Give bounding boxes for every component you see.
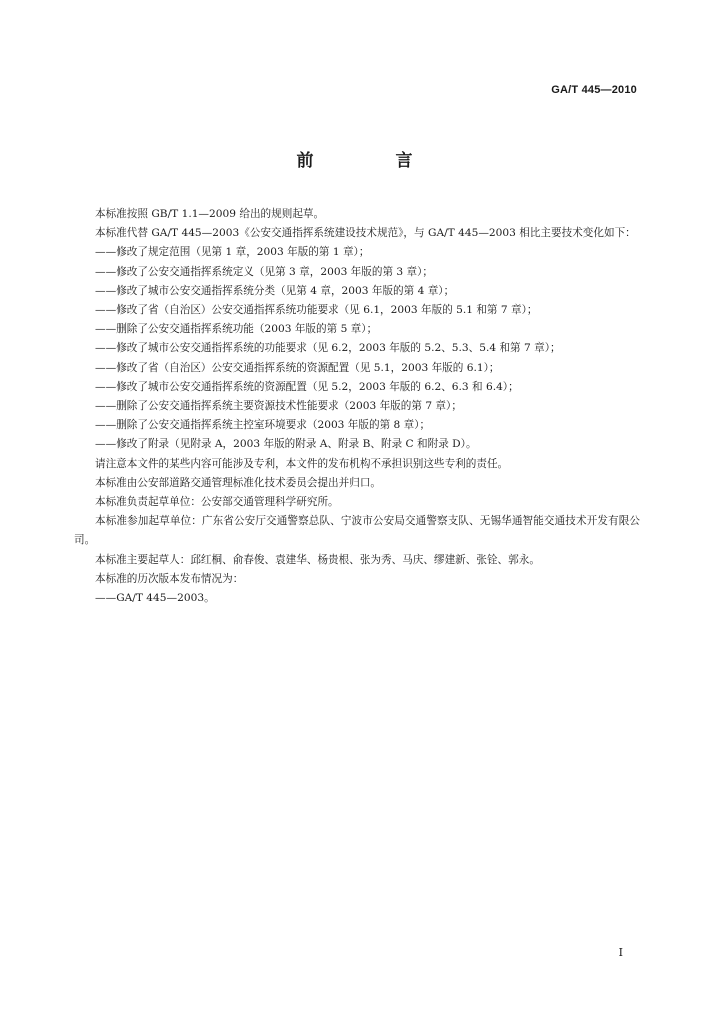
list-item: ——修改了附录（见附录 A，2003 年版的附录 A、附录 B、附录 C 和附录 D）。 [95,438,477,451]
list-item: ——删除了公安交通指挥系统主要资源技术性能要求（2003 年版的第 7 章）； [95,400,462,413]
paragraph-drafters: 本标准主要起草人：邱红桐、俞春俊、袁建华、杨贵根、张为秀、马庆、缪建新、张铨、郭永。 [95,553,540,566]
standard-code: GA/T 445—2010 [551,84,637,96]
list-item: ——修改了省（自治区）公安交通指挥系统的资源配置（见 5.1，2003 年版的 6.1）； [95,361,500,374]
list-item: ——修改了公安交通指挥系统定义（见第 3 章，2003 年版的第 3 章）； [95,265,434,278]
list-item: ——修改了城市公安交通指挥系统分类（见第 4 章，2003 年版的第 4 章）； [95,284,455,297]
list-item: ——删除了公安交通指挥系统主控室环境要求（2003 年版的第 8 章）； [95,419,431,432]
page-title: 前 言 [296,151,451,171]
change-list [74,243,640,454]
history-item: ——GA/T 445—2003。 [95,592,215,605]
list-item: ——修改了省（自治区）公安交通指挥系统功能要求（见 6.1，2003 年版的 5.1 和第 7 章）； [95,304,538,317]
list-item: ——修改了城市公安交通指挥系统的功能要求（见 6.2，2003 年版的 5.2、5.3、5.4 和第 7 章）； [95,342,561,355]
paragraph-participating-units: 本标准参加起草单位：广东省公安厅交通警察总队、宁波市公安局交通警察支队、无锡华通智能交通技术开发有限公司。 [74,515,640,547]
list-item: ——修改了城市公安交通指挥系统的资源配置（见 5.2，2003 年版的 6.2、6.3 和 6.4）； [95,380,519,393]
paragraph-proposer: 本标准由公安部道路交通管理标准化技术委员会提出并归口。 [95,476,382,489]
page-number: I [618,946,623,959]
paragraph-drafting-rules: 本标准按照 GB/T 1.1—2009 给出的规则起草。 [95,208,325,220]
document-body [74,205,640,608]
paragraph-replacement: 本标准代替 GA/T 445—2003《公安交通指挥系统建设技术规范》，与 GA/T 445—2003 相比主要技术变化如下： [95,227,636,240]
paragraph-patent-notice: 请注意本文件的某些内容可能涉及专利，本文件的发布机构不承担识别这些专利的责任。 [95,457,509,470]
list-item: ——删除了公安交通指挥系统功能（2003 年版的第 5 章）； [95,323,378,336]
paragraph-history-intro: 本标准的历次版本发布情况为： [95,572,244,585]
paragraph-drafting-unit: 本标准负责起草单位：公安部交通管理科学研究所。 [95,496,339,509]
list-item: ——修改了规定范围（见第 1 章，2003 年版的第 1 章）； [95,246,370,259]
